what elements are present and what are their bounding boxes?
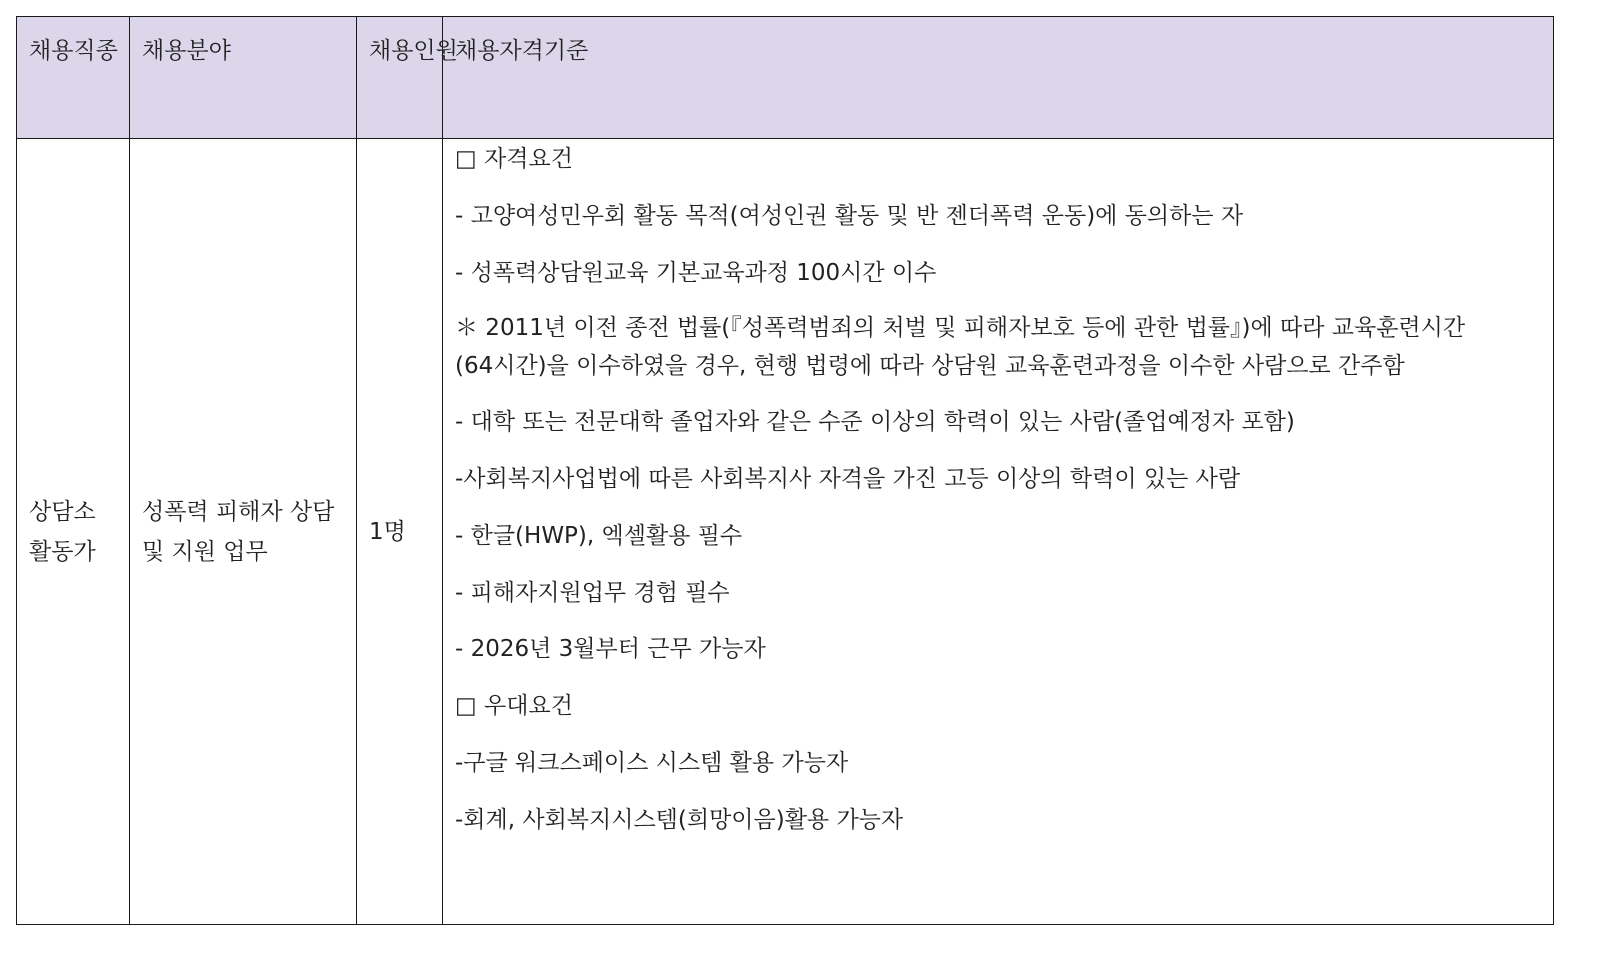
count-cell: 1명 xyxy=(357,139,443,925)
header-job-type: 채용직종 xyxy=(17,17,130,139)
header-criteria: 채용자격기준 xyxy=(443,17,1554,139)
table-header xyxy=(17,17,1554,139)
preference-heading: □ 우대요건 xyxy=(455,693,573,720)
criteria-item: - 2026년 3월부터 근무 가능자 xyxy=(455,636,766,663)
header-count: 채용인원 xyxy=(357,17,443,139)
field-cell: 성폭력 피해자 상담 및 지원 업무 xyxy=(130,139,357,925)
criteria-item: - 고양여성민우회 활동 목적(여성인권 활동 및 반 젠더폭력 운동)에 동의하는 자 xyxy=(455,202,1244,229)
criteria-note: ＊ 2011년 이전 종전 법률(『성폭력범죄의 처벌 및 피해자보호 등에 관한 법률』)에 따라 교육훈련시간(64시간)을 이수하였을 경우, 현행 법령에 따라 상담원 교육훈련과정을 이수한 사람으로 간주함 xyxy=(455,315,1466,380)
preference-item: -회계, 사회복지시스템(희망이음)활용 가능자 xyxy=(455,806,904,833)
criteria-cell xyxy=(443,139,1554,925)
table-body xyxy=(17,139,1554,925)
header-field: 채용분야 xyxy=(130,17,357,139)
criteria-item: - 한글(HWP), 엑셀활용 필수 xyxy=(455,522,743,549)
criteria-item: - 대학 또는 전문대학 졸업자와 같은 수준 이상의 학력이 있는 사람(졸업예정자 포함) xyxy=(455,409,1295,436)
qualification-heading: □ 자격요건 xyxy=(455,146,573,172)
preference-item: -구글 워크스페이스 시스템 활용 가능자 xyxy=(455,749,849,776)
recruitment-table xyxy=(16,16,1554,925)
table-row xyxy=(17,139,1554,925)
job-type-cell: 상담소 활동가 xyxy=(17,139,130,925)
header-row xyxy=(17,17,1554,139)
criteria-item: -사회복지사업법에 따른 사회복지사 자격을 가진 고등 이상의 학력이 있는 사람 xyxy=(455,465,1241,492)
criteria-item: - 피해자지원업무 경험 필수 xyxy=(455,579,730,606)
criteria-item: - 성폭력상담원교육 기본교육과정 100시간 이수 xyxy=(455,259,937,286)
